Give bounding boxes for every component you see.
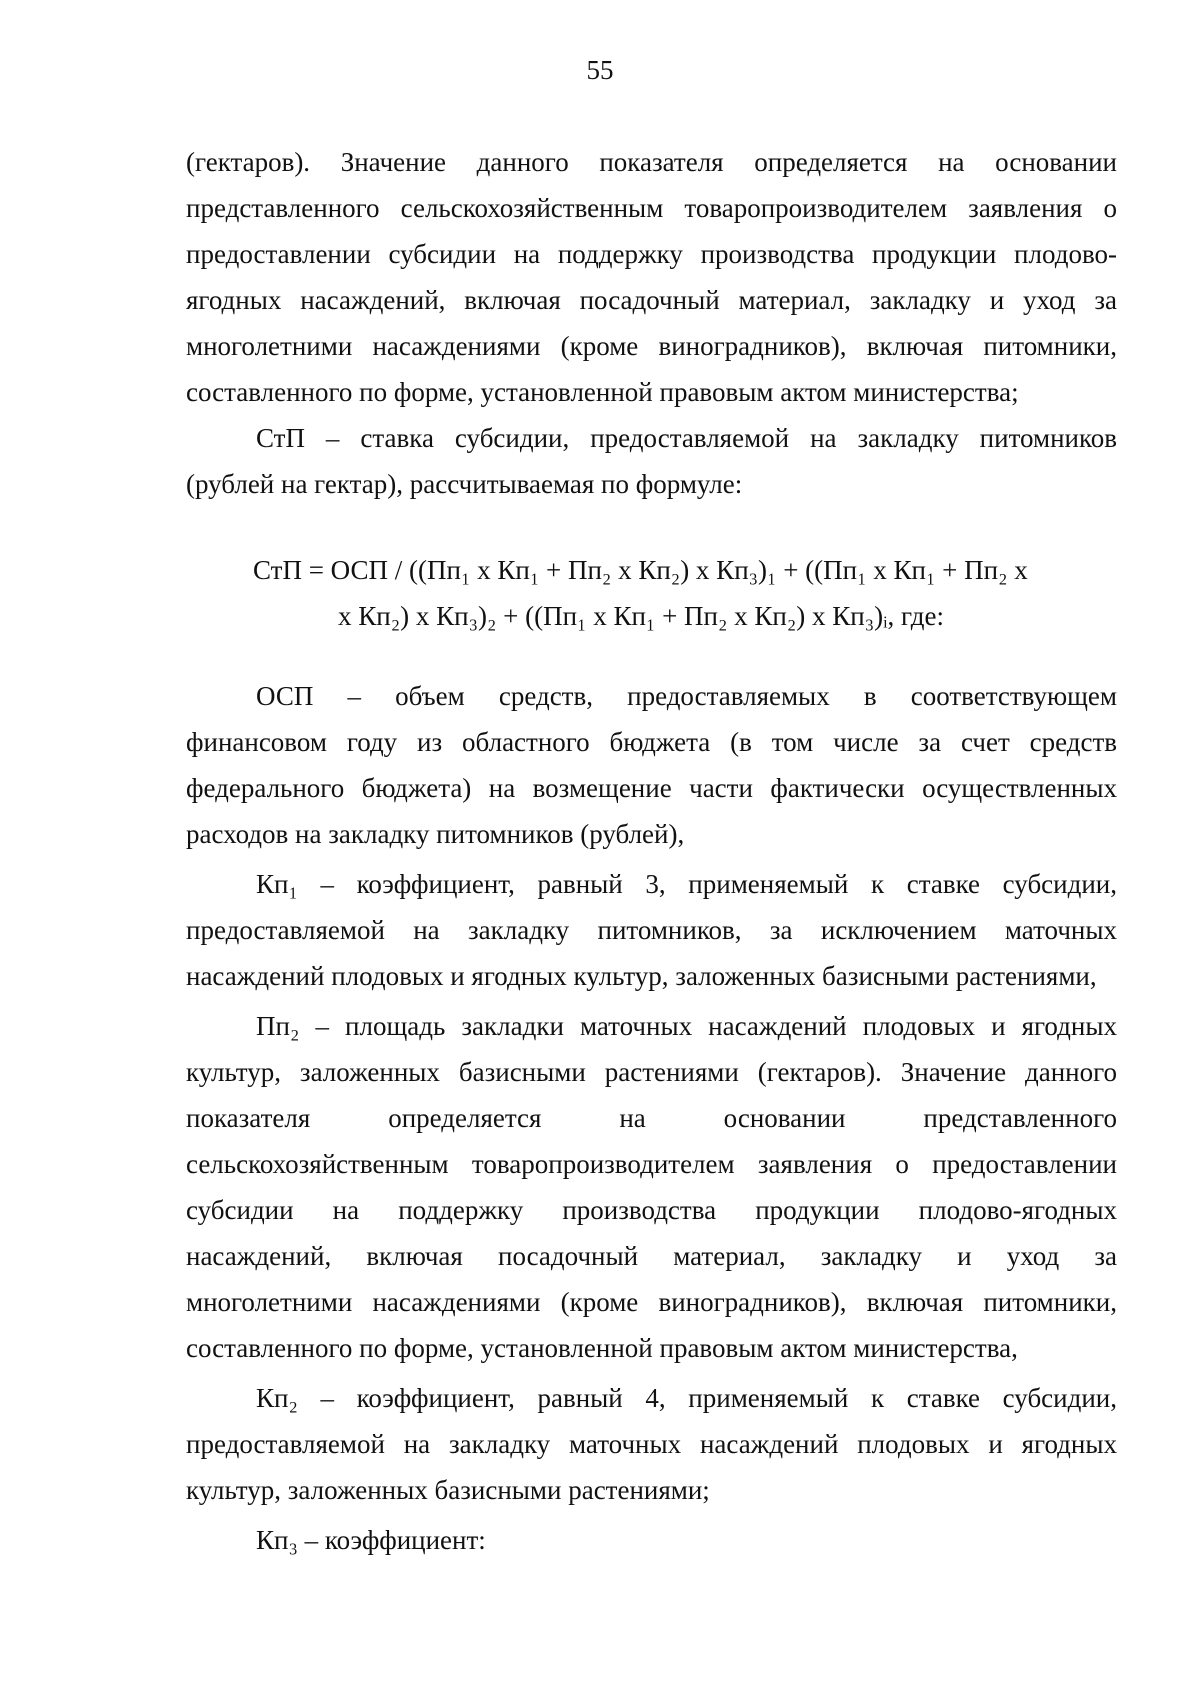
- text-line: предоставляемой на закладку питомников, за исключением маточных: [186, 915, 1117, 945]
- text-line: представленного сельскохозяйственным товаропроизводителем заявления о: [186, 193, 1117, 223]
- text-line: многолетними насаждениями (кроме виноградников), включая питомники,: [186, 1287, 1117, 1317]
- text-line: культур, заложенных базисными растениями (гектаров). Значение данного: [186, 1057, 1117, 1087]
- formula-line: СтП = ОСП / ((Пп₁ х Кп₁ + Пп₂ х Кп₂) х Кп₃)₁ + ((Пп₁ х Кп₁ + Пп₂ х: [253, 555, 1028, 585]
- text-line: многолетними насаждениями (кроме виноградников), включая питомники,: [186, 331, 1117, 361]
- text-line: Пп₂ – площадь закладки маточных насаждений плодовых и ягодных: [256, 1011, 1117, 1041]
- text-line: финансовом году из областного бюджета (в том числе за счет средств: [186, 727, 1117, 757]
- text-line: расходов на закладку питомников (рублей),: [186, 819, 685, 849]
- text-line: ягодных насаждений, включая посадочный материал, закладку и уход за: [186, 285, 1117, 315]
- text-line: Кп₂ – коэффициент, равный 4, применяемый к ставке субсидии,: [256, 1383, 1117, 1413]
- text-line: насаждений плодовых и ягодных культур, заложенных базисными растениями,: [186, 961, 1097, 991]
- text-line: предоставляемой на закладку маточных насаждений плодовых и ягодных: [186, 1429, 1117, 1459]
- text-line: (рублей на гектар), рассчитываемая по формуле:: [186, 469, 743, 499]
- page-number: 55: [586, 55, 614, 85]
- text-line: сельскохозяйственным товаропроизводителем заявления о предоставлении: [186, 1149, 1117, 1179]
- text-line: СтП – ставка субсидии, предоставляемой на закладку питомников: [256, 423, 1117, 453]
- formula-line: х Кп₂) х Кп₃)₂ + ((Пп₁ х Кп₁ + Пп₂ х Кп₂) х Кп₃)ᵢ, где:: [338, 601, 945, 631]
- text-line: показателя определяется на основании представленного: [186, 1103, 1117, 1133]
- text-line: составленного по форме, установленной правовым актом министерства;: [186, 377, 1019, 407]
- text-line: федерального бюджета) на возмещение части фактически осуществленных: [186, 773, 1117, 803]
- text-line: Кп₁ – коэффициент, равный 3, применяемый к ставке субсидии,: [256, 869, 1117, 899]
- text-line: (гектаров). Значение данного показателя определяется на основании: [186, 147, 1117, 177]
- text-line: субсидии на поддержку производства продукции плодово-ягодных: [186, 1195, 1117, 1225]
- text-line: культур, заложенных базисными растениями;: [186, 1475, 710, 1505]
- text-line: предоставлении субсидии на поддержку производства продукции плодово-: [186, 239, 1117, 269]
- text-line: ОСП – объем средств, предоставляемых в соответствующем: [256, 681, 1117, 711]
- text-line: составленного по форме, установленной правовым актом министерства,: [186, 1333, 1018, 1363]
- text-line: Кп₃ – коэффициент:: [256, 1525, 486, 1555]
- text-line: насаждений, включая посадочный материал, закладку и уход за: [186, 1241, 1117, 1271]
